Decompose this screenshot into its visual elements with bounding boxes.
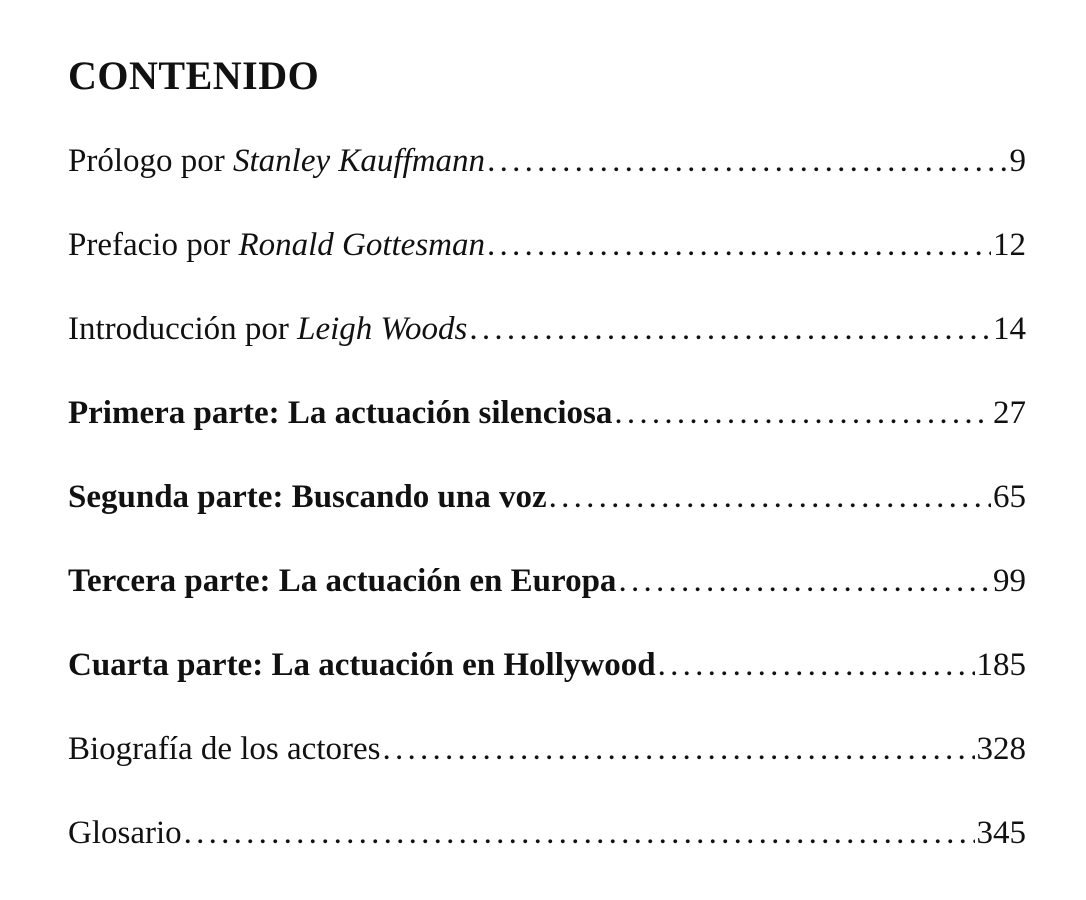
toc-entry-segunda-parte bbox=[68, 472, 1026, 556]
toc-entry-primera-parte bbox=[68, 388, 1026, 472]
page-title: CONTENIDO bbox=[68, 53, 320, 98]
toc-entry-label: Prólogo por bbox=[68, 143, 233, 179]
toc-entry-author: Stanley Kauffmann bbox=[233, 143, 486, 179]
dot-leader bbox=[184, 808, 975, 858]
toc-entry-label: Glosario bbox=[68, 815, 182, 851]
toc-entry-title bbox=[68, 724, 380, 774]
toc-entry-label: Cuarta parte: La actuación en Hollywood bbox=[68, 647, 656, 683]
toc-entry-author: Leigh Woods bbox=[297, 311, 468, 347]
dot-leader bbox=[382, 724, 974, 774]
toc-entry-title bbox=[68, 388, 612, 438]
toc-entry-tercera-parte bbox=[68, 556, 1026, 640]
toc-entry-title bbox=[68, 220, 485, 270]
toc-entry-label: Primera parte: La actuación silenciosa bbox=[68, 395, 613, 431]
toc-entry-biografia bbox=[68, 724, 1026, 808]
dot-leader bbox=[658, 640, 975, 690]
toc-entry-label: Prefacio por bbox=[68, 227, 239, 263]
toc-entry-title bbox=[68, 304, 467, 354]
toc-entry-title bbox=[68, 556, 616, 606]
toc-entry-page-number: 27 bbox=[993, 395, 1026, 431]
dot-leader bbox=[614, 388, 991, 438]
toc-entry-cuarta-parte bbox=[68, 640, 1026, 724]
toc-entry-title bbox=[68, 136, 485, 186]
toc-entry-label: Segunda parte: Buscando una voz bbox=[68, 479, 547, 515]
toc-entry-prefacio bbox=[68, 220, 1026, 304]
toc-entry-page-number: 9 bbox=[1009, 143, 1026, 179]
toc-entry-page-number: 99 bbox=[993, 563, 1026, 599]
toc-entry-page-number: 12 bbox=[993, 227, 1026, 263]
toc-entry-author: Ronald Gottesman bbox=[238, 227, 486, 263]
toc-entry-page-number: 14 bbox=[993, 311, 1026, 347]
table-of-contents bbox=[68, 136, 1026, 892]
toc-entry-title bbox=[68, 472, 547, 522]
toc-entry-page-number: 328 bbox=[976, 731, 1026, 767]
toc-entry-label: Tercera parte: La actuación en Europa bbox=[68, 563, 617, 599]
toc-entry-page-number: 65 bbox=[993, 479, 1026, 515]
toc-entry-label: Introducción por bbox=[68, 311, 298, 347]
dot-leader bbox=[487, 136, 1007, 186]
toc-entry-page-number: 185 bbox=[976, 647, 1026, 683]
toc-entry-title bbox=[68, 808, 182, 858]
toc-entry-label: Biografía de los actores bbox=[68, 731, 381, 767]
dot-leader bbox=[487, 220, 991, 270]
toc-entry-title bbox=[68, 640, 656, 690]
toc-entry-introduccion bbox=[68, 304, 1026, 388]
toc-entry-page-number: 345 bbox=[976, 815, 1026, 851]
toc-entry-glosario bbox=[68, 808, 1026, 892]
dot-leader bbox=[469, 304, 991, 354]
dot-leader bbox=[618, 556, 991, 606]
toc-entry-prologo bbox=[68, 136, 1026, 220]
dot-leader bbox=[549, 472, 991, 522]
